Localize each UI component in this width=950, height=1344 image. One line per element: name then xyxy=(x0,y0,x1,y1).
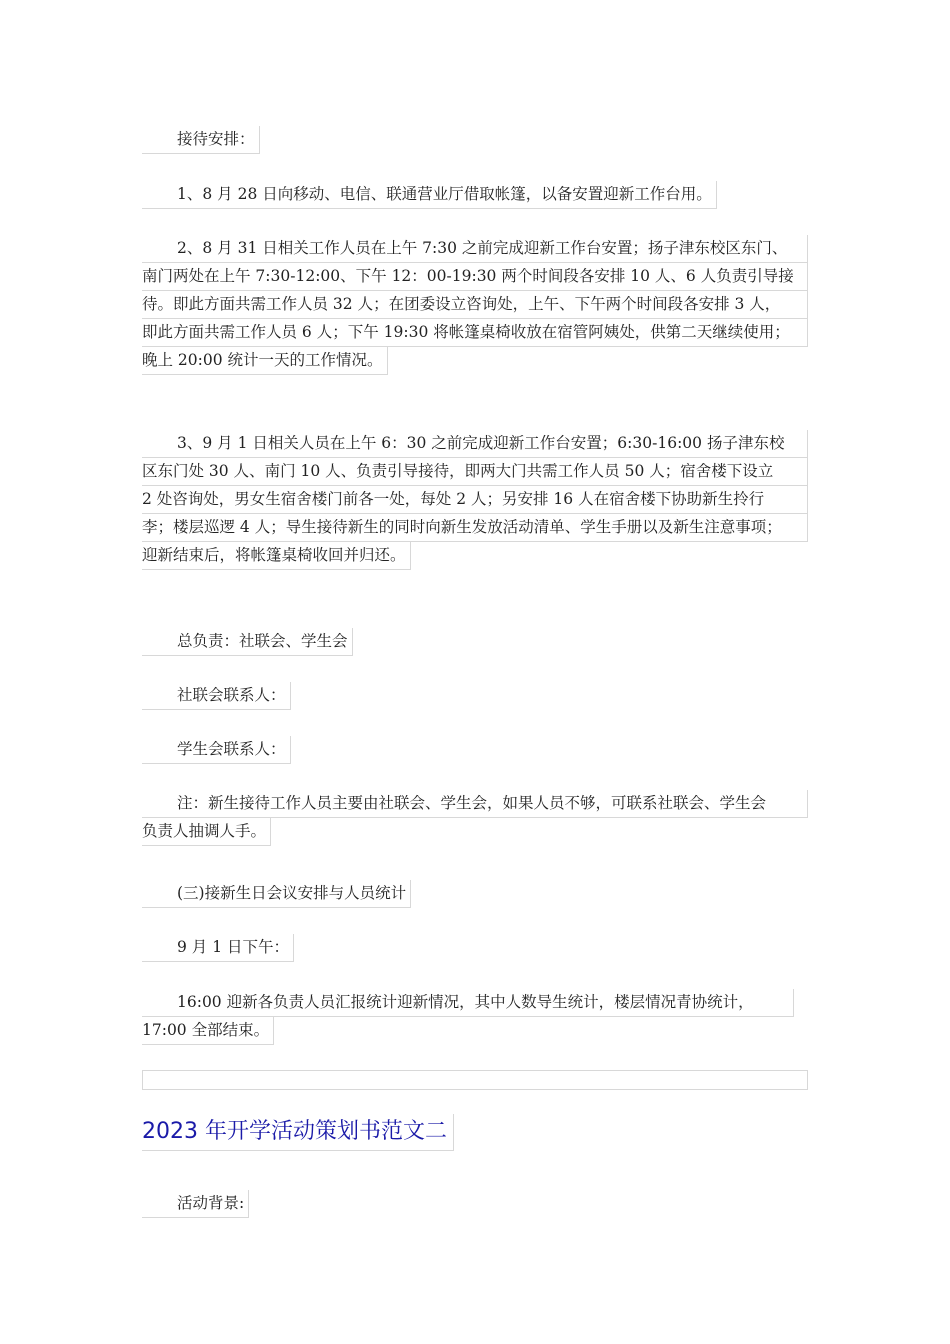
text-line: 2、8 月 31 日相关工作人员在上午 7:30 之前完成迎新工作台安置；扬子津东校区东门、 xyxy=(142,235,808,263)
paragraph-background xyxy=(142,1190,249,1218)
text-line: 即此方面共需工作人员 6 人；下午 19:30 将帐篷桌椅收放在宿管阿姨处，供第二天继续使用； xyxy=(142,319,808,347)
text-line: 17:00 全部结束。 xyxy=(142,1017,274,1045)
paragraph-general-responsible xyxy=(142,628,353,656)
text-line: 晚上 20:00 统计一天的工作情况。 xyxy=(142,347,388,375)
text-line: 接待安排： xyxy=(142,126,260,154)
paragraph-summary xyxy=(142,989,794,1045)
text-line: 待。即此方面共需工作人员 32 人；在团委设立咨询处，上午、下午两个时间段各安排 3 人， xyxy=(142,291,808,319)
text-line: 南门两处在上午 7:30-12:00、下午 12：00-19:30 两个时间段各安排 10 人、6 人负责引导接 xyxy=(142,263,808,291)
paragraph-section-three xyxy=(142,880,411,908)
text-line: 负责人抽调人手。 xyxy=(142,818,271,846)
text-line: 总负责：社联会、学生会 xyxy=(142,628,353,656)
paragraph-union-contact xyxy=(142,736,291,764)
text-line: 2 处咨询处，男女生宿舍楼门前各一处，每处 2 人；另安排 16 人在宿舍楼下协助新生拎行 xyxy=(142,486,808,514)
text-line: 16:00 迎新各负责人员汇报统计迎新情况，其中人数导生统计，楼层情况青协统计， xyxy=(142,989,794,1017)
text-line: 9 月 1 日下午： xyxy=(142,934,294,962)
blank-row xyxy=(142,1070,808,1090)
text-line: (三)接新生日会议安排与人员统计 xyxy=(142,880,411,908)
paragraph-note xyxy=(142,790,808,846)
paragraph-item-3 xyxy=(142,430,808,570)
paragraph-sept-1 xyxy=(142,934,294,962)
text-line: 注：新生接待工作人员主要由社联会、学生会，如果人员不够，可联系社联会、学生会 xyxy=(142,790,808,818)
paragraph-item-1 xyxy=(142,181,717,209)
text-line: 迎新结束后，将帐篷桌椅收回并归还。 xyxy=(142,542,411,570)
text-line: 1、8 月 28 日向移动、电信、联通营业厅借取帐篷，以备安置迎新工作台用。 xyxy=(142,181,717,209)
text-line: 区东门处 30 人、南门 10 人、负责引导接待，即两大门共需工作人员 50 人；宿舍楼下设立 xyxy=(142,458,808,486)
paragraph-club-contact xyxy=(142,682,291,710)
text-line: 社联会联系人： xyxy=(142,682,291,710)
text-line: 李；楼层巡逻 4 人；导生接待新生的同时向新生发放活动清单、学生手册以及新生注意事项； xyxy=(142,514,808,542)
text-line: 3、9 月 1 日相关人员在上午 6：30 之前完成迎新工作台安置；6:30-16:00 扬子津东校 xyxy=(142,430,808,458)
paragraph-item-2 xyxy=(142,235,808,375)
text-line: 活动背景: xyxy=(142,1190,249,1218)
section-heading: 2023 年开学活动策划书范文二 xyxy=(142,1114,454,1151)
paragraph-reception-title xyxy=(142,126,260,154)
text-line: 学生会联系人： xyxy=(142,736,291,764)
